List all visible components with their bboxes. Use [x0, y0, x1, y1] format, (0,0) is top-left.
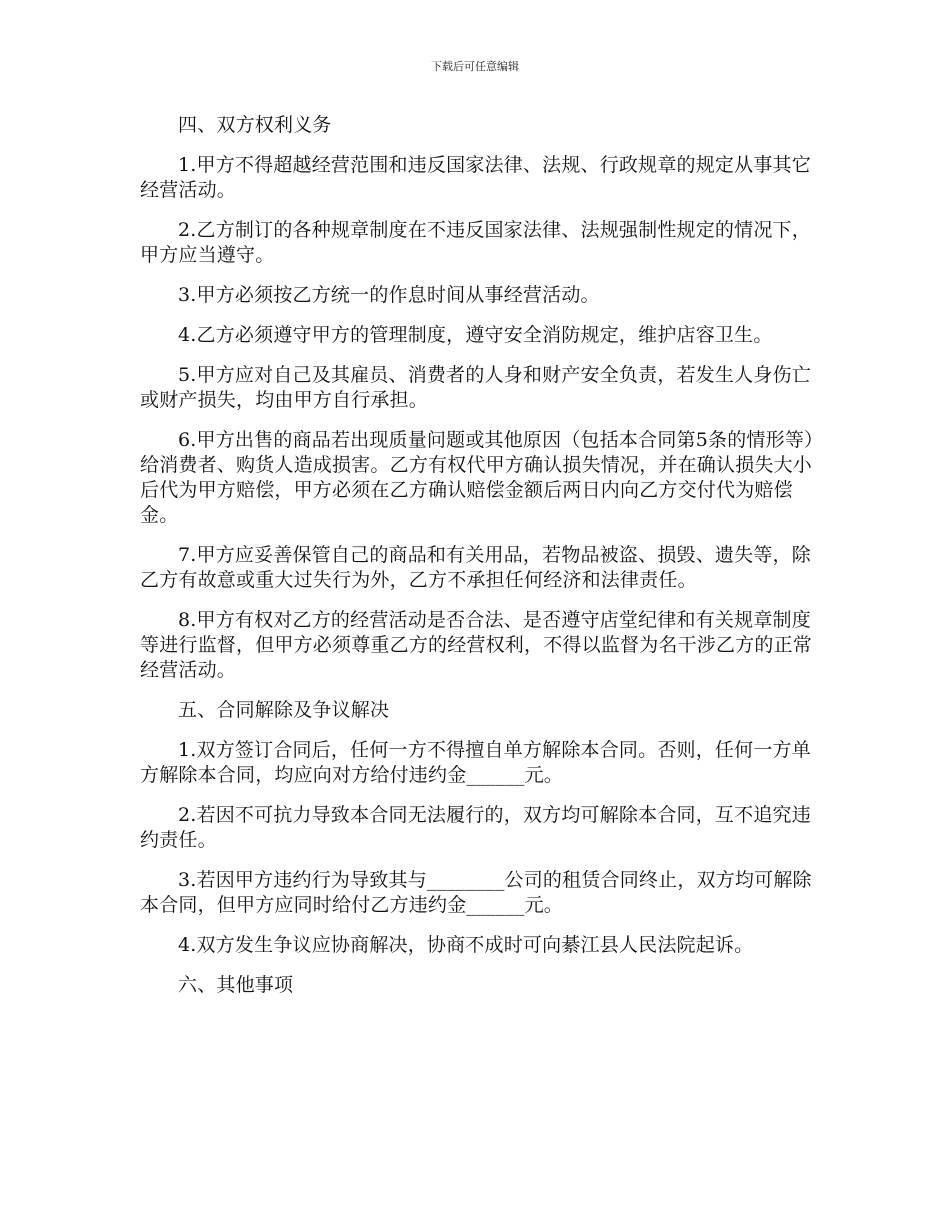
clause-paragraph: 5.甲方应对自己及其雇员、消费者的人身和财产安全负责，若发生人身伤亡或财产损失，均由甲方自行承担。 — [140, 364, 811, 411]
clause-paragraph: 2.乙方制订的各种规章制度在不违反国家法律、法规强制性规定的情况下，甲方应当遵守。 — [140, 219, 811, 266]
clause-paragraph: 8.甲方有权对乙方的经营活动是否合法、是否遵守店堂纪律和有关规章制度等进行监督，但甲方必须尊重乙方的经营权利，不得以监督为名干涉乙方的正常经营活动。 — [140, 609, 813, 681]
section-heading-termination-disputes: 五、合同解除及争议解决 — [178, 699, 390, 721]
clause-paragraph: 3.若因甲方违约行为导致其与________公司的租赁合同终止，双方均可解除本合同，但甲方应同时给付乙方违约金______元。 — [140, 869, 812, 916]
clause-paragraph: 4.乙方必须遵守甲方的管理制度，遵守安全消防规定，维护店容卫生。 — [178, 324, 773, 346]
clause-paragraph: 1.甲方不得超越经营范围和违反国家法律、法规、行政规章的规定从事其它经营活动。 — [140, 154, 811, 201]
document-body — [140, 113, 820, 1013]
header-note: 下载后可任意编辑 — [431, 60, 519, 73]
clause-paragraph: 3.甲方必须按乙方统一的作息时间从事经营活动。 — [178, 284, 600, 306]
clause-paragraph: 7.甲方应妥善保管自己的商品和有关用品，若物品被盗、损毁、遗失等，除乙方有故意或重大过失行为外，乙方不承担任何经济和法律责任。 — [140, 544, 811, 591]
clause-paragraph: 4.双方发生争议应协商解决，协商不成时可向綦江县人民法院起诉。 — [178, 934, 754, 956]
clause-paragraph: 6.甲方出售的商品若出现质量问题或其他原因（包括本合同第5条的情形等）给消费者、购货人造成损害。乙方有权代甲方确认损失情况，并在确认损失大小后代为甲方赔偿，甲方必须在乙方确认赔偿金额后两日内向乙方交付代为赔偿金。 — [140, 429, 814, 526]
clause-paragraph: 1.双方签订合同后，任何一方不得擅自单方解除本合同。否则，任何一方单方解除本合同，均应向对方给付违约金______元。 — [140, 739, 811, 786]
clause-paragraph: 2.若因不可抗力导致本合同无法履行的，双方均可解除本合同，互不追究违约责任。 — [140, 804, 811, 851]
section-heading-other-matters: 六、其他事项 — [178, 974, 294, 996]
section-heading-rights-obligations: 四、双方权利义务 — [178, 114, 332, 136]
